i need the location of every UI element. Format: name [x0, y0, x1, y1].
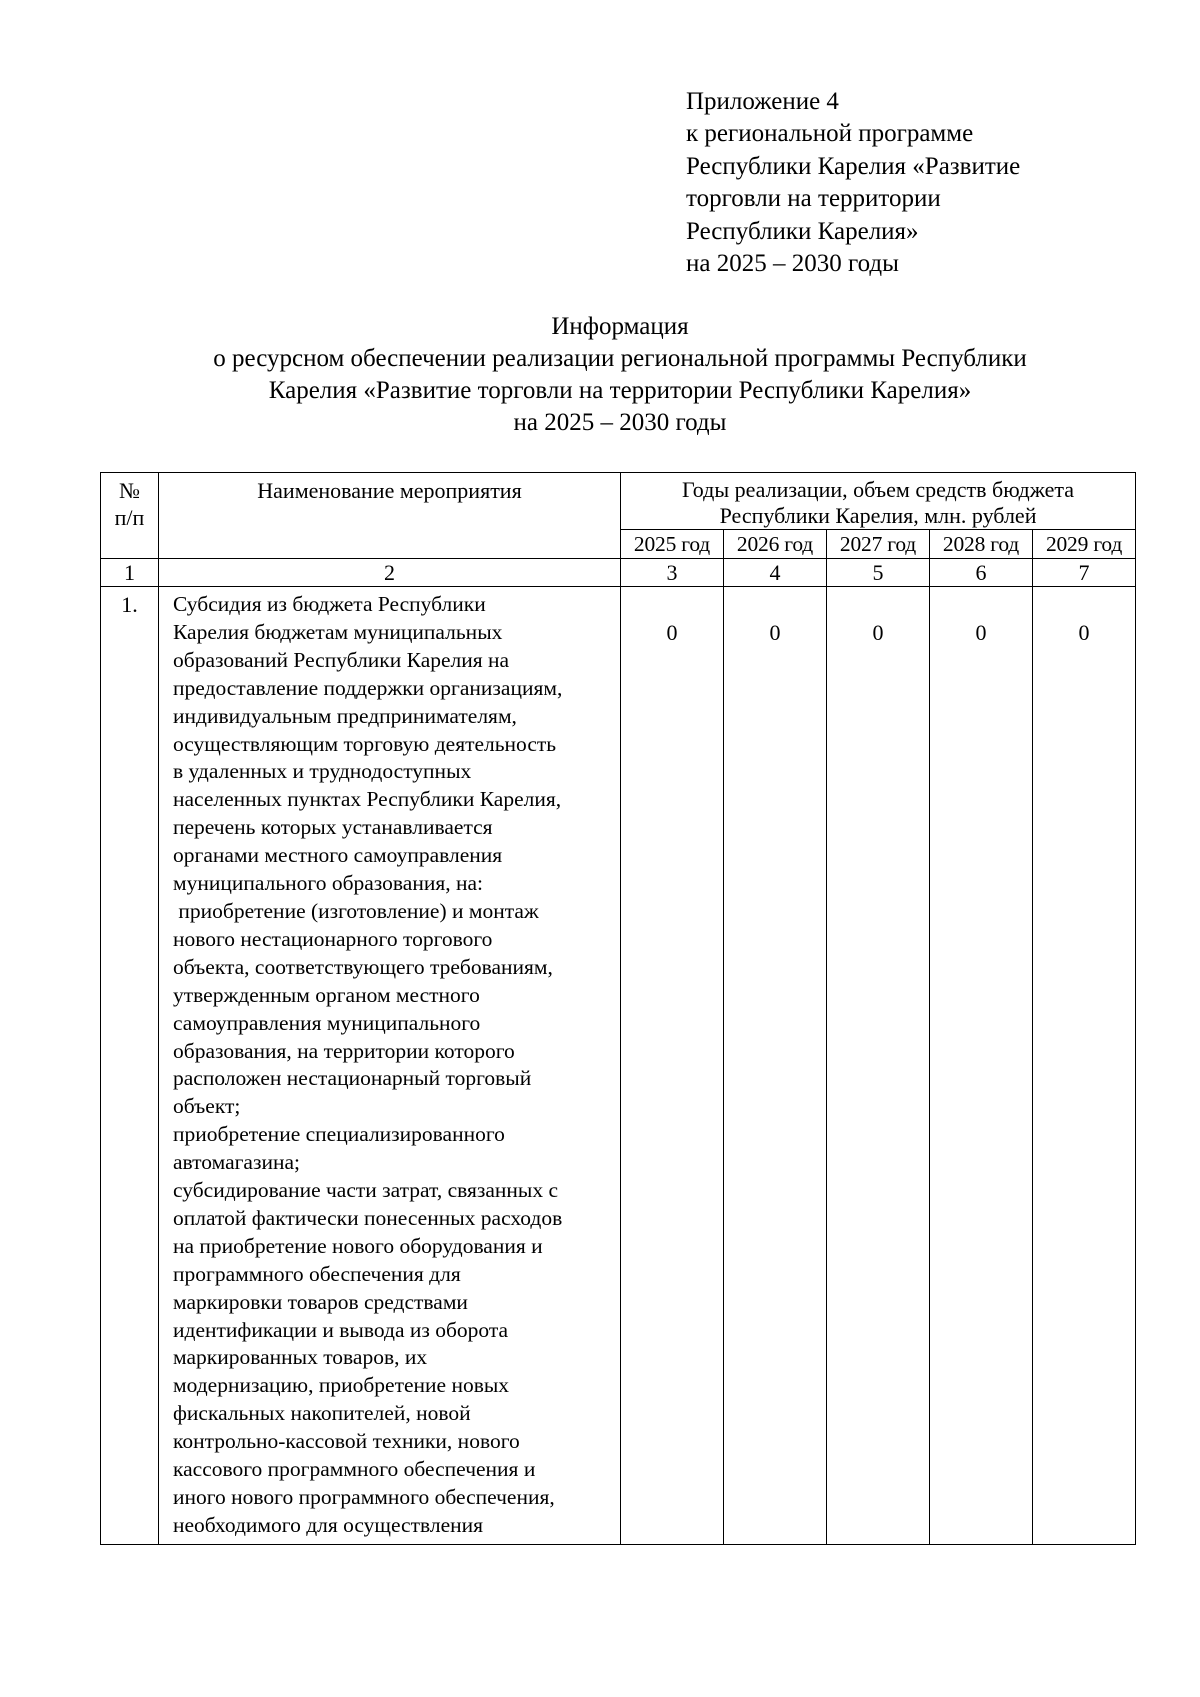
activity-description	[159, 587, 621, 1545]
activity-line: контрольно-кассовой техники, нового	[173, 1429, 520, 1454]
activity-line: нового нестационарного торгового	[173, 926, 493, 951]
header-year: 2029 год	[1033, 530, 1136, 559]
activity-line: модернизацию, приобретение новых	[173, 1373, 510, 1398]
activity-line: приобретение (изготовление) и монтаж	[173, 898, 539, 923]
activity-line: маркировки товаров средствами	[173, 1289, 468, 1314]
activity-line: органами местного самоуправления	[173, 843, 503, 868]
document-title	[100, 311, 1140, 439]
activity-line: идентификации и вывода из оборота	[173, 1317, 509, 1342]
header-year: 2026 год	[724, 530, 827, 559]
activity-line: субсидирование части затрат, связанных с	[173, 1178, 559, 1203]
annex-line: Приложение 4	[686, 88, 839, 115]
activity-line: объект;	[173, 1094, 241, 1119]
title-line: Информация	[551, 313, 689, 340]
header-years-group: Годы реализации, объем средств бюджета Республики Карелия, млн. рублей	[621, 473, 1136, 530]
value-2027: 0	[827, 587, 930, 1545]
annex-header	[686, 86, 1020, 280]
column-numbers-row	[101, 559, 1136, 587]
table-row	[101, 587, 1136, 1545]
activity-line: фискальных накопителей, новой	[173, 1401, 471, 1426]
activity-line: маркированных товаров, их	[173, 1345, 428, 1370]
annex-line: на 2025 – 2030 годы	[686, 250, 899, 278]
annex-line: торговли на территории	[686, 185, 941, 213]
resource-table	[100, 472, 1136, 1545]
column-number: 4	[724, 559, 827, 587]
title-line: на 2025 – 2030 годы	[513, 409, 727, 436]
value-2028: 0	[930, 587, 1033, 1545]
activity-line: предоставление поддержки организациям,	[173, 675, 563, 700]
column-number: 5	[827, 559, 930, 587]
activity-line: населенных пунктах Республики Карелия,	[173, 787, 562, 812]
row-number: 1.	[101, 587, 159, 1545]
activity-line: оплатой фактически понесенных расходов	[173, 1205, 563, 1230]
column-number: 1	[101, 559, 159, 587]
header-year: 2027 год	[827, 530, 930, 559]
activity-line: программного обеспечения для	[173, 1261, 461, 1286]
header-year: 2028 год	[930, 530, 1033, 559]
header-year: 2025 год	[621, 530, 724, 559]
activity-line: кассового программного обеспечения и	[173, 1457, 536, 1482]
column-number: 2	[159, 559, 621, 587]
title-line: о ресурсном обеспечении реализации региональной программы Республики	[213, 345, 1027, 372]
activity-line: утвержденным органом местного	[173, 982, 480, 1007]
activity-line: на приобретение нового оборудования и	[173, 1233, 543, 1258]
activity-line: Субсидия из бюджета Республики	[173, 592, 486, 616]
column-number: 7	[1033, 559, 1136, 587]
value-2026: 0	[724, 587, 827, 1545]
activity-line: муниципального образования, на:	[173, 871, 483, 896]
header-activity-name: Наименование мероприятия	[159, 473, 621, 559]
activity-line: образования, на территории которого	[173, 1038, 515, 1063]
activity-line: автомагазина;	[173, 1150, 300, 1175]
activity-line: Карелия бюджетам муниципальных	[173, 619, 503, 644]
title-line: Карелия «Развитие торговли на территории Республики Карелия»	[268, 377, 972, 404]
annex-line: Республики Карелия»	[686, 217, 919, 245]
activity-line: индивидуальным предпринимателям,	[173, 703, 517, 728]
activity-line: самоуправления муниципального	[173, 1010, 481, 1035]
activity-line: расположен нестационарный торговый	[173, 1066, 532, 1091]
activity-line: перечень которых устанавливается	[173, 815, 493, 840]
activity-line: необходимого для осуществления	[173, 1512, 484, 1537]
activity-line: в удаленных и труднодоступных	[173, 759, 472, 784]
annex-line: к региональной программе	[686, 120, 974, 148]
activity-line: объекта, соответствующего требованиям,	[173, 954, 553, 979]
activity-line: иного нового программного обеспечения,	[173, 1485, 555, 1509]
header-number: № п/п	[101, 473, 159, 559]
annex-line: Республики Карелия «Развитие	[686, 152, 1021, 180]
value-2025: 0	[621, 587, 724, 1545]
activity-line: осуществляющим торговую деятельность	[173, 731, 557, 756]
column-number: 3	[621, 559, 724, 587]
value-2029: 0	[1033, 587, 1136, 1545]
column-number: 6	[930, 559, 1033, 587]
activity-line: образований Республики Карелия на	[173, 647, 510, 672]
activity-line: приобретение специализированного	[173, 1122, 505, 1147]
